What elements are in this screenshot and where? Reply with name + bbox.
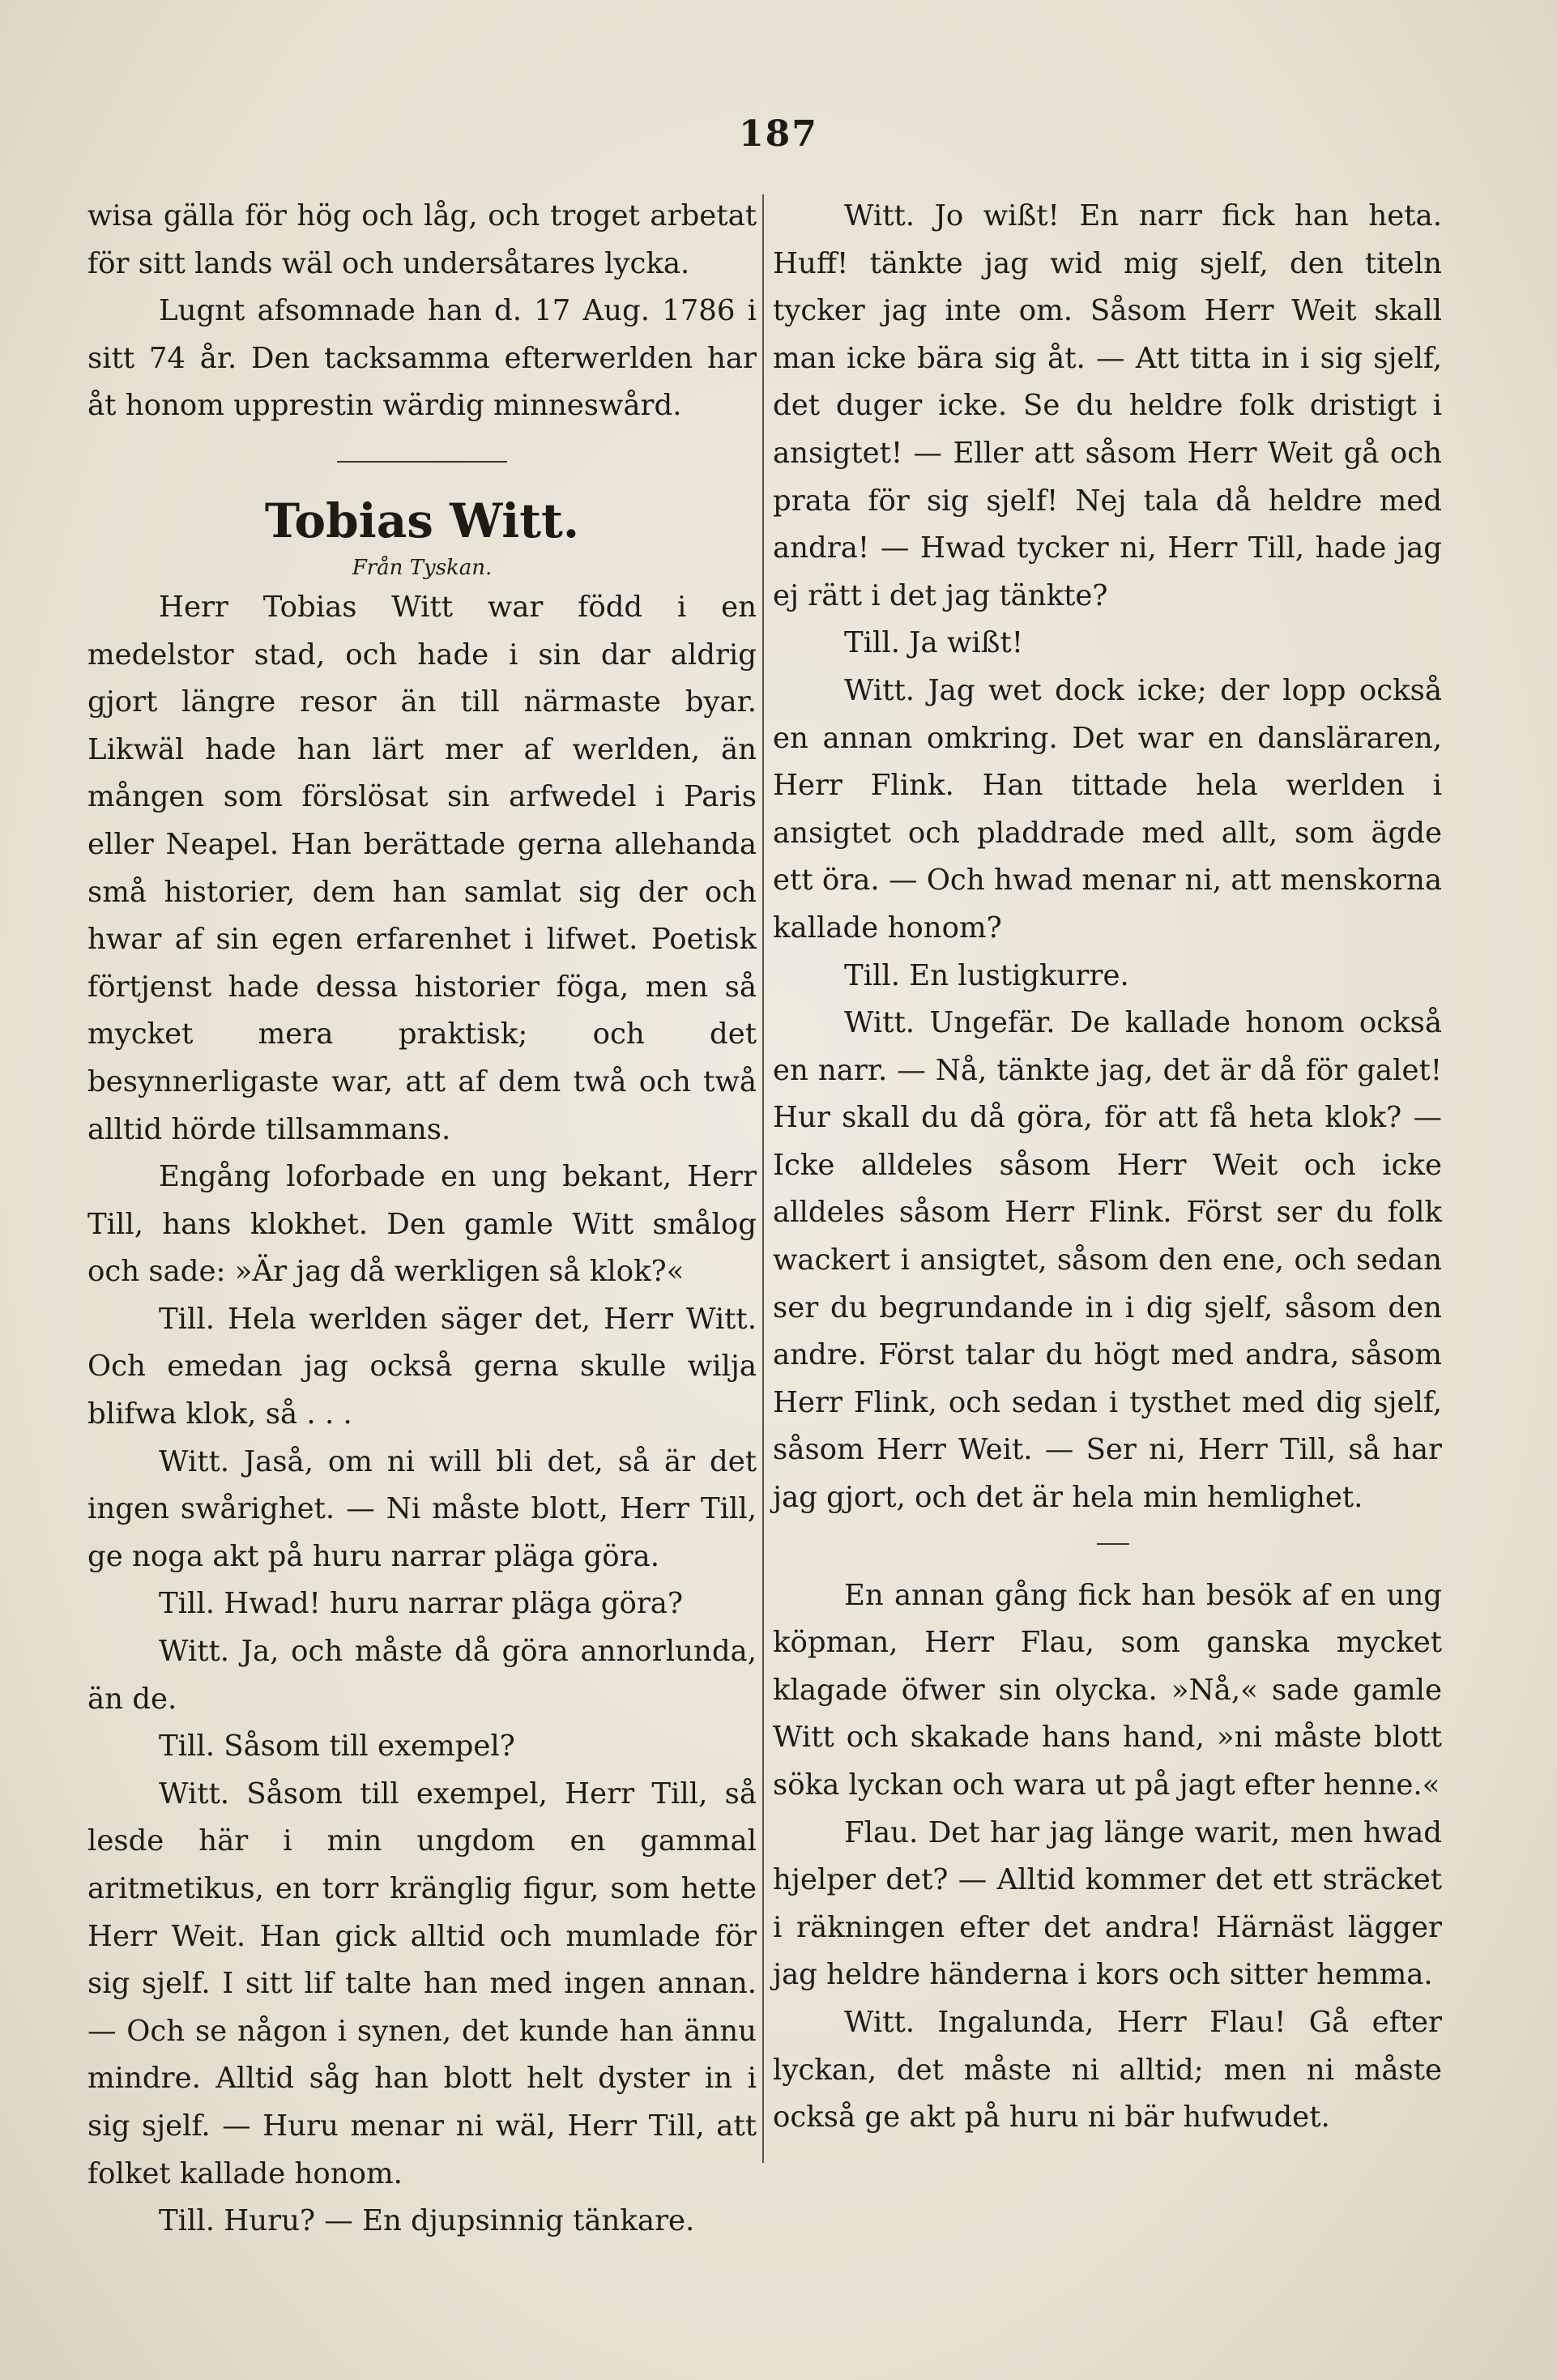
dialog-line: Till. Hela werlden säger det, Herr Witt. Och emedan jag också gerna skulle wilja blifwa klok, så . . . [87, 1302, 757, 1431]
body-paragraph: Herr Tobias Witt war född i en medelstor stad, och hade i sin dar aldrig gjort längre resor än till närmaste byar. Likwäl hade han lärt mer af werlden, än mången som förslösat sin arfwedel i Paris eller Neapel. Han berättade gerna allehanda små historier, dem han samlat sig der och hwar af sin egen erfarenhet i lifwet. Poetisk förtjenst hade dessa historier föga, men så mycket mera praktisk; och det besynnerligaste war, att af dem twå och twå alltid hörde tillsammans. [87, 590, 757, 1146]
dialog-line: Witt. Jag wet dock icke; der lopp också en annan omkring. Det war en dansläraren, Herr Flink. Han tittade hela werlden i ansigtet och pladdrade med allt, som ägde ett öra. — Och hwad menar ni, att menskorna kallade honom? [773, 673, 1442, 945]
body-paragraph: En annan gång fick han besök af en ung köpman, Herr Flau, som ganska mycket klagade öfwer sin olycka. »Nå,« sade gamle Witt och skakade hans hand, »ni måste blott söka lyckan och wara ut på jagt efter henne.« [773, 1578, 1442, 1802]
page-number: 187 [739, 113, 818, 155]
dialog-line: Witt. Jo wißt! En narr fick han heta. Huff! tänkte jag wid mig sjelf, den titeln tycker jag inte om. Såsom Herr Weit skall man icke bära sig åt. — Att titta in i sig sjelf, det duger icke. Se du heldre folk dristigt i ansigtet! — Eller att såsom Herr Weit gå och prata för sig sjelf! Nej tala då heldre med andra! — Hwad tycker ni, Herr Till, hade jag ej rätt i det jag tänkte? [773, 199, 1442, 612]
dialog-line: Till. En lustigkurre. [844, 958, 1129, 992]
dialog-line: Till. Hwad! huru narrar pläga göra? [159, 1587, 684, 1621]
article-title: Tobias Witt. [264, 493, 580, 548]
dialog-line: Witt. Såsom till exempel, Herr Till, så lesde här i min ungdom en gammal aritmetikus, en torr kränglig figur, som hette Herr Weit. Han gick alltid och mumlade för sig sjelf. I sitt lif talte han med ingen annan. — Och se någon i synen, det kunde han ännu mindre. Alltid såg han blott helt dyster in i sig sjelf. — Huru menar ni wäl, Herr Till, att folket kallade honom. [87, 1776, 757, 2190]
dialog-line: Flau. Det har jag länge warit, men hwad hjelper det? — Alltid kommer det ett sträcket i räkningen efter det andra! Härnäst lägger jag heldre händerna i kors och sitter hemma. [773, 1815, 1442, 1992]
dialog-line: Witt. Ingalunda, Herr Flau! Gå efter lyckan, det måste ni alltid; men ni måste också ge akt på huru ni bär hufwudet. [773, 2005, 1442, 2135]
right-column [773, 193, 1442, 2142]
intro-paragraph: wisa gälla för hög och låg, och troget arbetat för sitt lands wäl och undersåtares lycka. [87, 199, 757, 280]
dialog-line: Witt. Ja, och måste då göra annorlunda, än de. [87, 1635, 757, 1716]
dialog-line: Till. Ja wißt! [844, 626, 1023, 660]
dialog-line: Witt. Ungefär. De kallade honom också en narr. — Nå, tänkte jag, det är då för galet! Hur skall du då göra, för att få heta klok? — Icke alldeles såsom Herr Weit och icke alldeles såsom Herr Flink. Först ser du folk wackert i ansigtet, såsom den ene, och sedan ser du begrundande in i dig sjelf, såsom den andre. Först talar du högt med andra, såsom Herr Flink, och sedan i tysthet med dig sjelf, såsom Herr Weit. — Ser ni, Herr Till, så har jag gjort, och det är hela min hemlighet. [773, 1006, 1442, 1515]
dialog-line: Witt. Jaså, om ni will bli det, så är det ingen swårighet. — Ni måste blott, Herr Till, ge noga akt på huru narrar pläga göra. [87, 1444, 757, 1573]
intro-paragraph: Lugnt afsomnade han d. 17 Aug. 1786 i sitt 74 år. Den tacksamma efterwerlden har åt honom upprestin wärdig minneswård. [87, 294, 757, 423]
section-rule [337, 461, 507, 463]
dialog-line: Till. Såsom till exempel? [159, 1730, 515, 1764]
article-subtitle: Från Tyskan. [352, 555, 493, 580]
body-paragraph: Engång loforbade en ung bekant, Herr Till, hans klokhet. Den gamle Witt smålog och sade: »Är jag då werkligen så klok?« [87, 1160, 757, 1289]
section-dash [1097, 1543, 1129, 1545]
dialog-line: Till. Huru? — En djupsinnig tänkare. [159, 2204, 695, 2238]
left-column [87, 193, 757, 2246]
column-divider [762, 194, 764, 2163]
